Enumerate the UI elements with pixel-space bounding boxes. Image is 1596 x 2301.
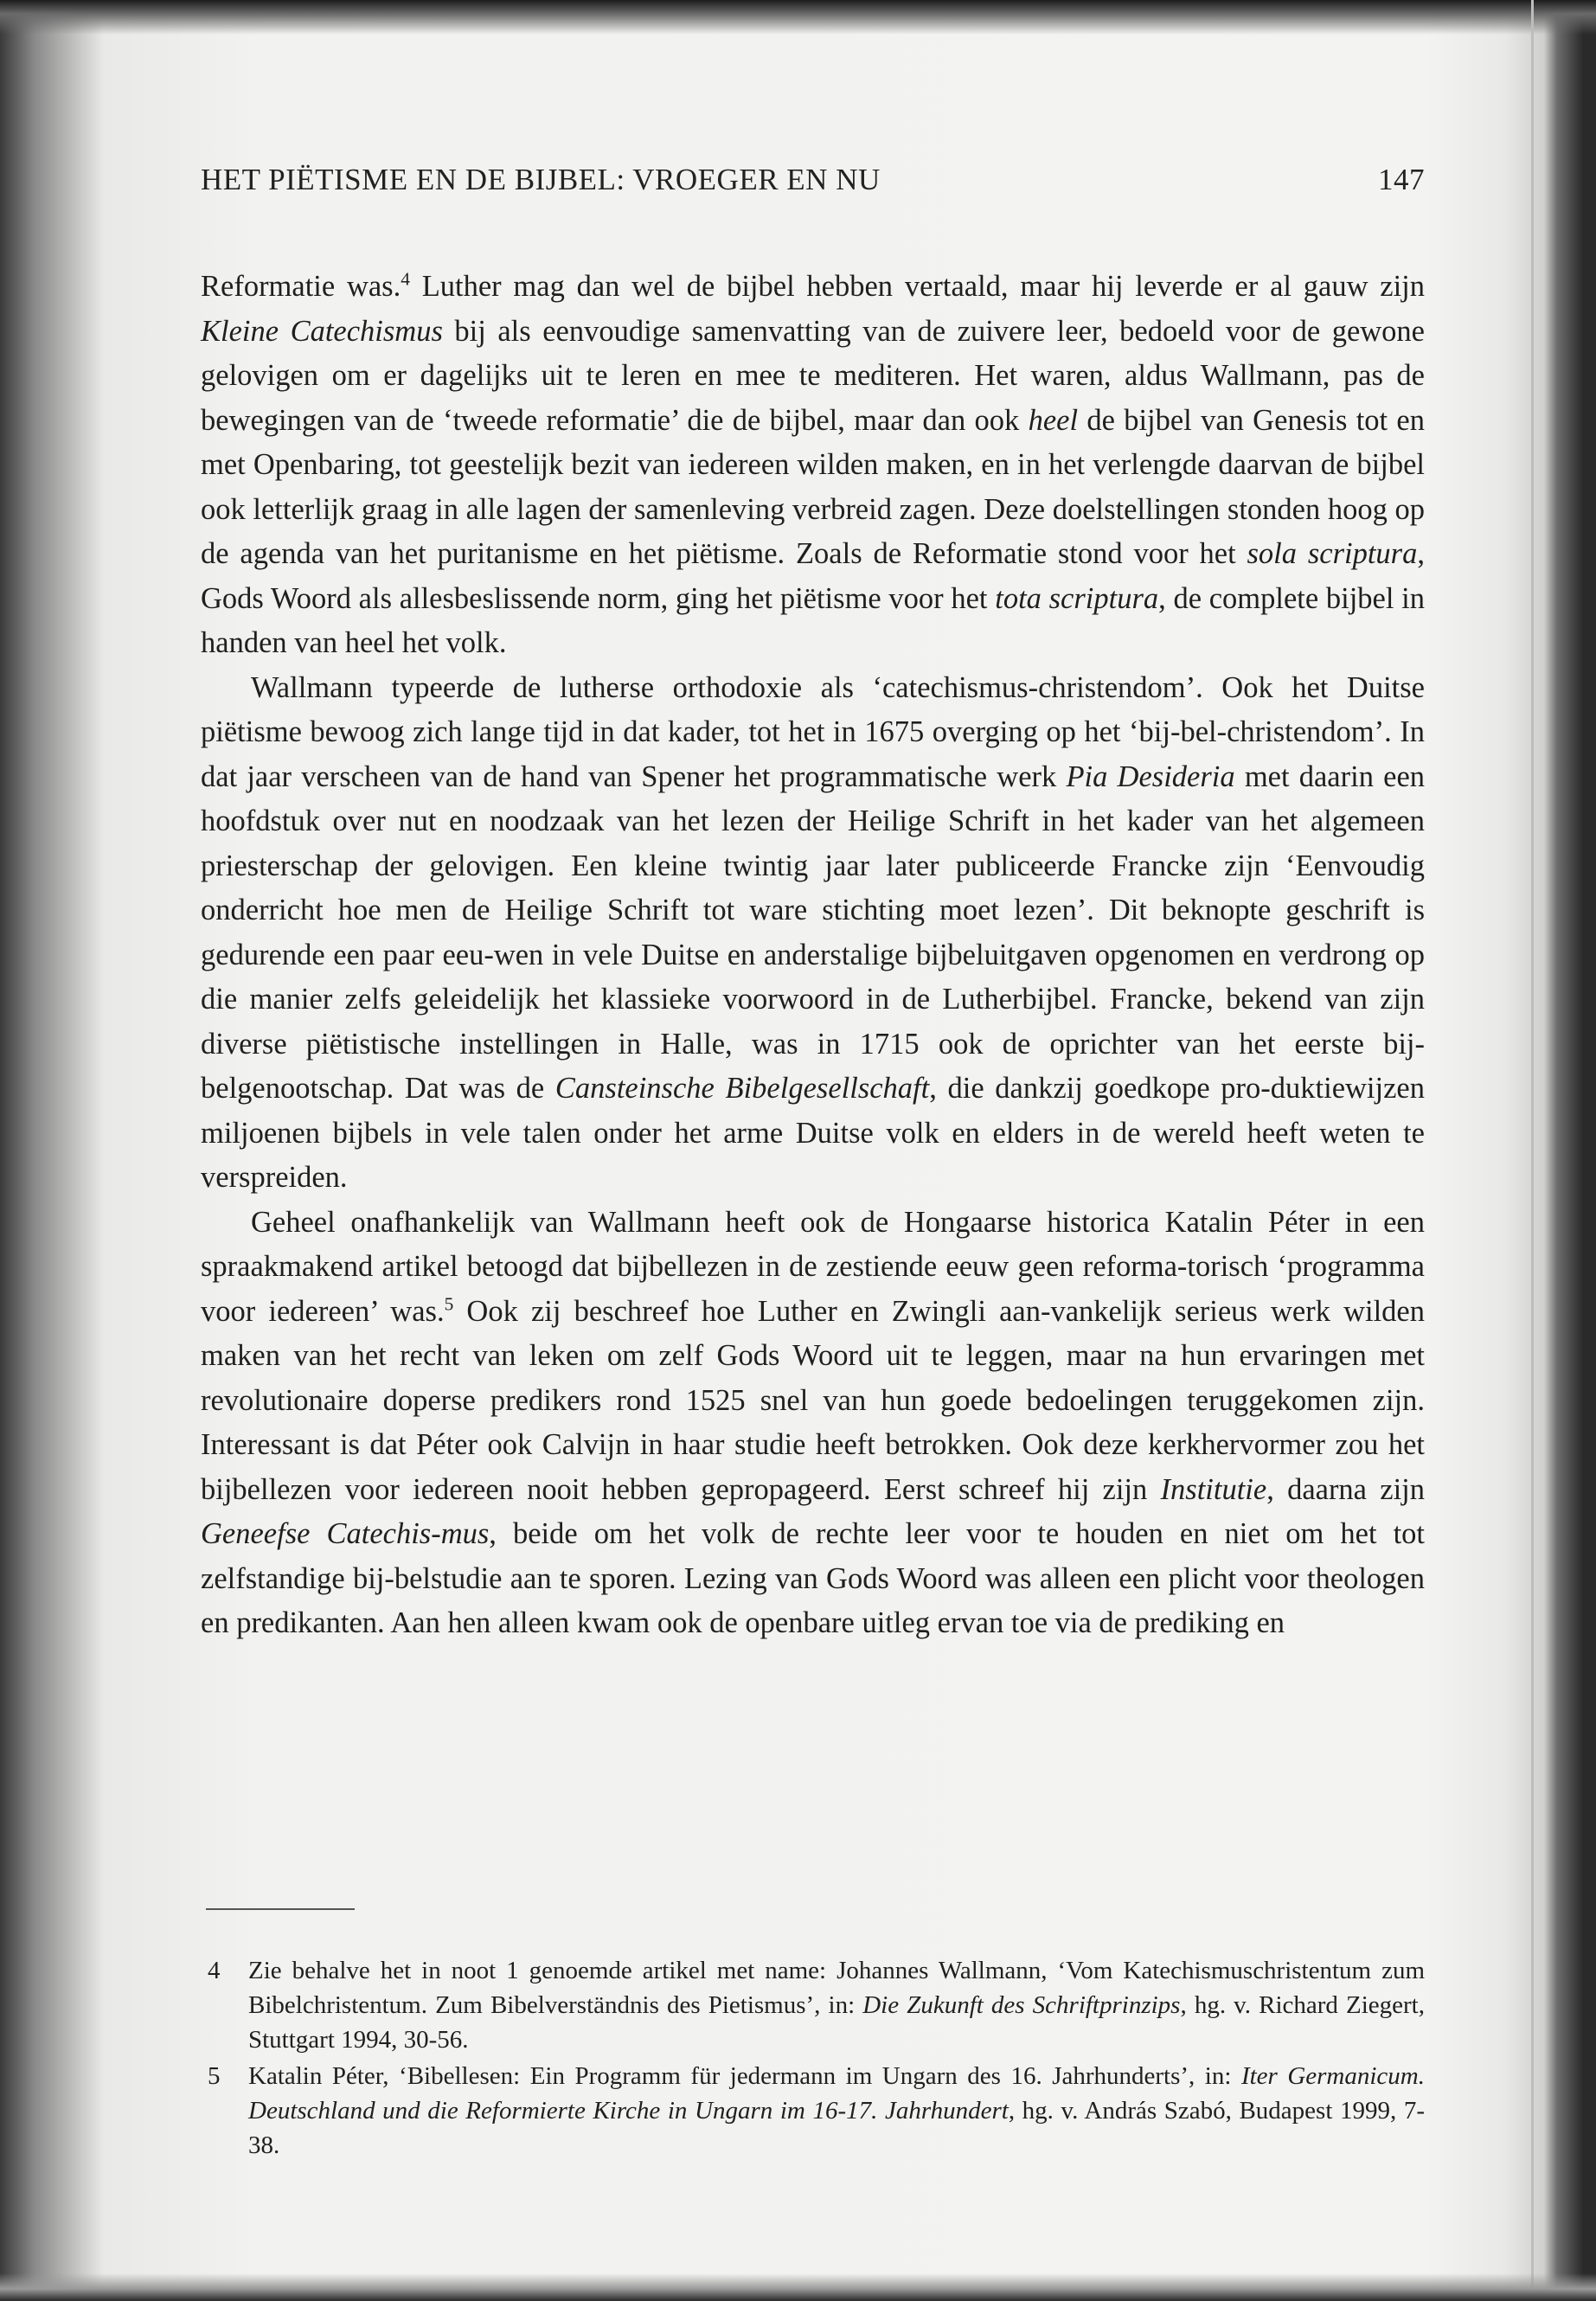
title-italic: Cansteinsche Bibelgesellschaft <box>554 1072 930 1105</box>
text-run: Luther mag dan wel de bijbel hebben vertaald, maar hij leverde er al gauw zijn <box>409 270 1425 303</box>
text-run: Zie behalve het in noot 1 genoemde artikel met name: Johannes Wallmann, ‘Vom Katechismuschristentum zum Bibelchristentum. Zum Bibelverständnis des Pietismus’, in: <box>248 1957 1425 2019</box>
page-edge-line <box>1531 0 1534 2301</box>
text-run: met daarin een hoofdstuk over nut en noodzaak van het lezen der Heilige Schrift in het kader van het algemeen priesterschap der gelovigen. Een kleine twintig jaar later publiceerde Francke zijn ‘Eenvoudig onderricht hoe men de Heilige Schrift tot ware stichting moet lezen’. Dit beknopte geschrift is gedurende een paar eeu-wen in vele Duitse en anderstalige bijbeluitgaven opgenomen en verdrong op die manier zelfs geleidelijk het klassieke voorwoord in de Lutherbijbel. Francke, bekend van zijn diverse piëtistische instellingen in Halle, was in 1715 ook de oprichter van het eerste bij-belgenootschap. Dat was de <box>201 760 1426 1105</box>
text-run: de bijbel van Genesis tot en met Openbaring, tot geestelijk bezit van iedereen wilden maken, en in het verlengde daarvan de bijbel ook letterlijk graag in alle lagen der samenleving verbreid zagen. Deze doelstellingen stonden hoog op de agenda van het puritanisme en het piëtisme. Zoals de Reformatie stond voor het <box>201 403 1425 570</box>
paragraph-2 <box>201 666 1425 1201</box>
body-text <box>201 265 1425 1646</box>
footnote-ref-4[interactable]: 4 <box>401 268 410 290</box>
footnote-number: 4 <box>208 1957 221 1984</box>
text-run: , Gods Woord als allesbeslissende norm, ging het piëtisme voor het <box>201 537 1425 615</box>
text-run: , de complete bijbel in handen van heel het volk. <box>201 581 1425 659</box>
latin-term-italic: tota scriptura <box>995 581 1159 615</box>
page-number: 147 <box>1378 163 1425 196</box>
page-header <box>201 163 1425 206</box>
text-run: , beide om het volk de rechte leer voor te houden en niet om het tot zelfstandige bij-belstudie aan te sporen. Lezing van Gods Woord was alleen een plicht voor theologen en predikanten. Aan hen alleen kwam ook de openbare uitleg ervan toe via de prediking en <box>201 1517 1426 1639</box>
text-run: Katalin Péter, ‘Bibellesen: Ein Programm für jedermann im Ungarn des 16. Jahrhunderts’, in: <box>248 2062 1241 2090</box>
footnote-number: 5 <box>208 2062 221 2090</box>
footnotes <box>201 1953 1425 2164</box>
footnote-5 <box>201 2059 1425 2163</box>
emphasis-italic: heel <box>1028 403 1079 437</box>
title-italic: Pia Desideria <box>1066 760 1235 793</box>
title-italic: Die Zukunft des Schriftprinzips <box>862 1991 1181 2019</box>
text-run: Reformatie was. <box>201 270 401 303</box>
text-run: bij als eenvoudige samenvatting van de zuivere leer, bedoeld voor de gewone gelovigen om er dagelijks uit te leren en mee te mediteren. Het waren, aldus Wallmann, pas de bewegingen van de ‘tweede reformatie’ die de bijbel, maar dan ook <box>201 314 1425 437</box>
text-run: , die dankzij goedkope pro-duktiewijzen miljoenen bijbels in vele talen onder het arme Duitse volk en elders in de wereld heeft weten te verspreiden. <box>201 1072 1425 1194</box>
latin-term-italic: sola scriptura <box>1247 537 1418 570</box>
scan-top-shadow <box>0 0 1596 35</box>
text-run: Geheel onafhankelijk van Wallmann heeft ook de Hongaarse historica Katalin Péter in een spraakmakend artikel betoogd dat bijbellezen in de zestiende eeuw geen reforma-torisch ‘programma voor iedereen’ was. <box>201 1205 1425 1328</box>
paragraph-3 <box>201 1201 1425 1646</box>
title-italic: Iter Germanicum. Deutschland und die Reformierte Kirche in Ungarn im 16-17. Jahrhundert <box>248 2062 1425 2125</box>
title-italic: Kleine Catechismus <box>201 314 443 348</box>
running-head: HET PIËTISME EN DE BIJBEL: VROEGER EN NU <box>201 163 881 196</box>
footnote-4 <box>201 1953 1425 2057</box>
paragraph-1 <box>201 265 1425 666</box>
text-run: , hg. v. Richard Ziegert, Stuttgart 1994, 30-56. <box>248 1991 1425 2054</box>
footnote-separator <box>206 1908 355 1910</box>
text-run: Ook zij beschreef hoe Luther en Zwingli aan-vankelijk serieus werk wilden maken van het recht van leken om zelf Gods Woord uit te leggen, maar na hun ervaringen met revolutionaire doperse predikers rond 1525 snel van hun goede bedoelingen teruggekomen zijn. Interessant is dat Péter ook Calvijn in haar studie heeft betrokken. Ook deze kerkhervormer zou het bijbellezen voor iedereen nooit hebben gepropageerd. Eerst schreef hij zijn <box>201 1294 1425 1506</box>
text-run: Wallmann typeerde de lutherse orthodoxie als ‘catechismus-christendom’. Ook het Duitse piëtisme bewoog zich lange tijd in dat kader, tot het in 1675 overging op het ‘bij-bel-christendom’. In dat jaar verscheen van de hand van Spener het programmatische werk <box>201 670 1425 793</box>
text-run: , hg. v. András Szabó, Budapest 1999, 7-38. <box>248 2097 1425 2159</box>
title-italic: Institutie <box>1160 1472 1267 1506</box>
text-run: , daarna zijn <box>1266 1472 1425 1506</box>
title-italic: Geneefse Catechis-mus <box>201 1517 490 1550</box>
scan-bottom-shadow <box>0 2273 1596 2301</box>
footnote-ref-5[interactable]: 5 <box>444 1293 454 1314</box>
